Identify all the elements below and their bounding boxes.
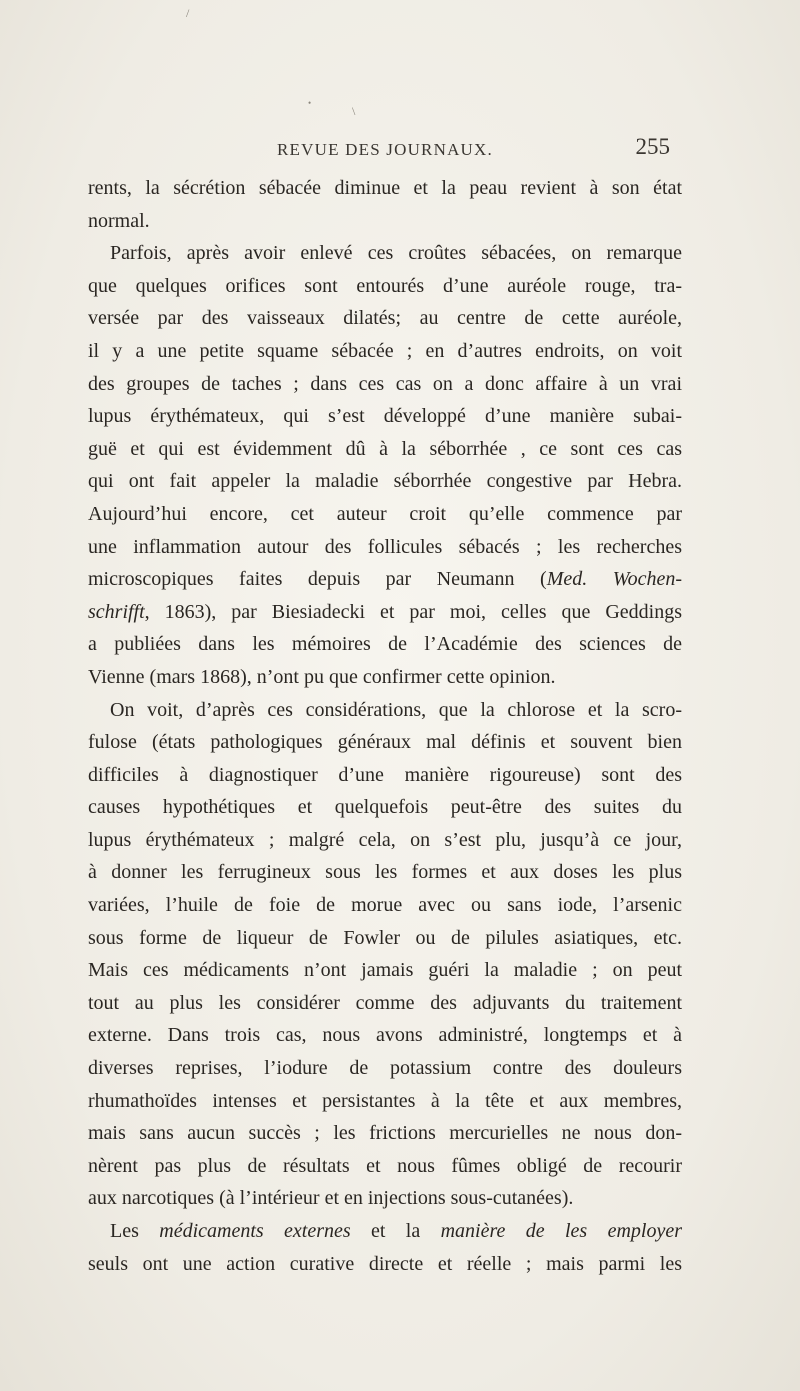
text-line xyxy=(88,205,682,238)
page-speck: • xyxy=(308,98,312,108)
text-line xyxy=(88,824,682,857)
text-line xyxy=(88,400,682,433)
text-line xyxy=(88,694,682,727)
text-segment: causes hypothétiques et quelquefois peut-être des suites du xyxy=(88,796,682,819)
text-segment: , 1863), par Biesiadecki et par moi, celles que Geddings xyxy=(144,600,682,623)
text-segment: que quelques orifices sont entourés d’une auréole rouge, tra- xyxy=(88,274,682,297)
text-line xyxy=(88,954,682,987)
text-line xyxy=(88,1248,682,1281)
italic-text: schrifft xyxy=(88,600,145,623)
text-segment: fulose (états pathologiques généraux mal définis et souvent bien xyxy=(88,731,682,754)
text-line xyxy=(88,270,682,303)
text-segment: lupus érythémateux ; malgré cela, on s’est plu, jusqu’à ce jour, xyxy=(88,828,682,851)
text-segment: versée par des vaisseaux dilatés; au centre de cette auréole, xyxy=(88,307,682,330)
text-segment: une inflammation autour des follicules sébacés ; les recherches xyxy=(88,535,682,558)
text-line xyxy=(88,531,682,564)
text-segment: Vienne (mars 1868), n’ont pu que confirmer cette opinion. xyxy=(88,665,556,688)
text-segment: qui ont fait appeler la maladie séborrhée congestive par Hebra. xyxy=(88,470,682,493)
text-segment: Les xyxy=(110,1220,160,1242)
text-line xyxy=(88,791,682,824)
text-line xyxy=(88,1150,682,1183)
text-line xyxy=(88,856,682,889)
text-line xyxy=(88,368,682,401)
text-line xyxy=(88,661,682,694)
text-segment: il y a une petite squame sébacée ; en d’autres endroits, on voit xyxy=(88,339,682,362)
text-segment: variées, l’huile de foie de morue avec ou sans iode, l’arsenic xyxy=(88,894,682,917)
text-segment: rents, la sécrétion sébacée diminue et la peau revient à son état xyxy=(88,177,682,199)
text-segment: Parfois, après avoir enlevé ces croûtes sébacées, on remarque xyxy=(110,242,682,265)
text-segment: Mais ces médicaments n’ont jamais guéri la maladie ; on peut xyxy=(88,959,682,982)
italic-text: médicaments externes xyxy=(159,1220,351,1242)
page-number: 255 xyxy=(635,134,670,159)
page-speck: / xyxy=(186,6,190,20)
text-line xyxy=(88,1019,682,1052)
text-segment: à donner les ferrugineux sous les formes et aux doses les plus xyxy=(88,861,682,884)
text-segment: mais sans aucun succès ; les frictions mercurielles ne nous don- xyxy=(88,1122,682,1145)
text-line xyxy=(88,889,682,922)
text-line xyxy=(88,759,682,792)
text-line xyxy=(88,726,682,759)
text-line xyxy=(88,563,682,596)
page-speck: \ xyxy=(352,104,356,118)
text-segment: rhumathoïdes intenses et persistantes à la tête et aux membres, xyxy=(88,1089,682,1112)
text-line xyxy=(88,465,682,498)
text-segment: a publiées dans les mémoires de l’Académie des sciences de xyxy=(88,633,682,656)
body-text xyxy=(88,172,682,1280)
text-segment: sous forme de liqueur de Fowler ou de pilules asiatiques, etc. xyxy=(88,926,682,949)
text-segment: Aujourd’hui encore, cet auteur croit qu’elle commence par xyxy=(88,502,682,525)
text-segment: difficiles à diagnostiquer d’une manière rigoureuse) sont des xyxy=(88,763,682,786)
text-line xyxy=(88,922,682,955)
text-line xyxy=(88,1215,682,1248)
text-segment: et la xyxy=(350,1220,441,1242)
text-line xyxy=(88,1117,682,1150)
text-segment: On voit, d’après ces considérations, que la chlorose et la scro- xyxy=(110,698,682,721)
text-segment: lupus érythémateux, qui s’est développé d’une manière subai- xyxy=(88,405,682,428)
text-line xyxy=(88,237,682,270)
text-line xyxy=(88,1182,682,1215)
text-segment: seuls ont une action curative directe et réelle ; mais parmi les xyxy=(88,1252,682,1275)
italic-text: manière de les employer xyxy=(440,1220,682,1242)
text-segment: diverses reprises, l’iodure de potassium contre des douleurs xyxy=(88,1057,682,1080)
text-line xyxy=(88,172,682,205)
text-segment: normal. xyxy=(88,209,150,232)
text-segment: des groupes de taches ; dans ces cas on a donc affaire à un vrai xyxy=(88,372,682,395)
running-title: REVUE DES JOURNAUX. xyxy=(277,140,493,159)
text-line xyxy=(88,302,682,335)
text-line xyxy=(88,1085,682,1118)
text-segment: externe. Dans trois cas, nous avons administré, longtemps et à xyxy=(88,1024,682,1047)
page-header xyxy=(88,134,682,168)
text-line xyxy=(88,628,682,661)
text-segment: aux narcotiques (à l’intérieur et en injections sous-cutanées). xyxy=(88,1187,574,1210)
text-segment: nèrent pas plus de résultats et nous fûmes obligé de recourir xyxy=(88,1154,682,1177)
italic-text: Med. Wochen- xyxy=(546,568,682,591)
text-line xyxy=(88,987,682,1020)
text-line xyxy=(88,498,682,531)
text-line xyxy=(88,433,682,466)
text-line xyxy=(88,1052,682,1085)
text-segment: tout au plus les considérer comme des adjuvants du traitement xyxy=(88,991,682,1014)
text-line xyxy=(88,335,682,368)
text-segment: guë et qui est évidemment dû à la séborrhée , ce sont ces cas xyxy=(88,437,682,460)
text-segment: microscopiques faites depuis par Neumann ( xyxy=(88,568,547,591)
text-line xyxy=(88,596,682,629)
